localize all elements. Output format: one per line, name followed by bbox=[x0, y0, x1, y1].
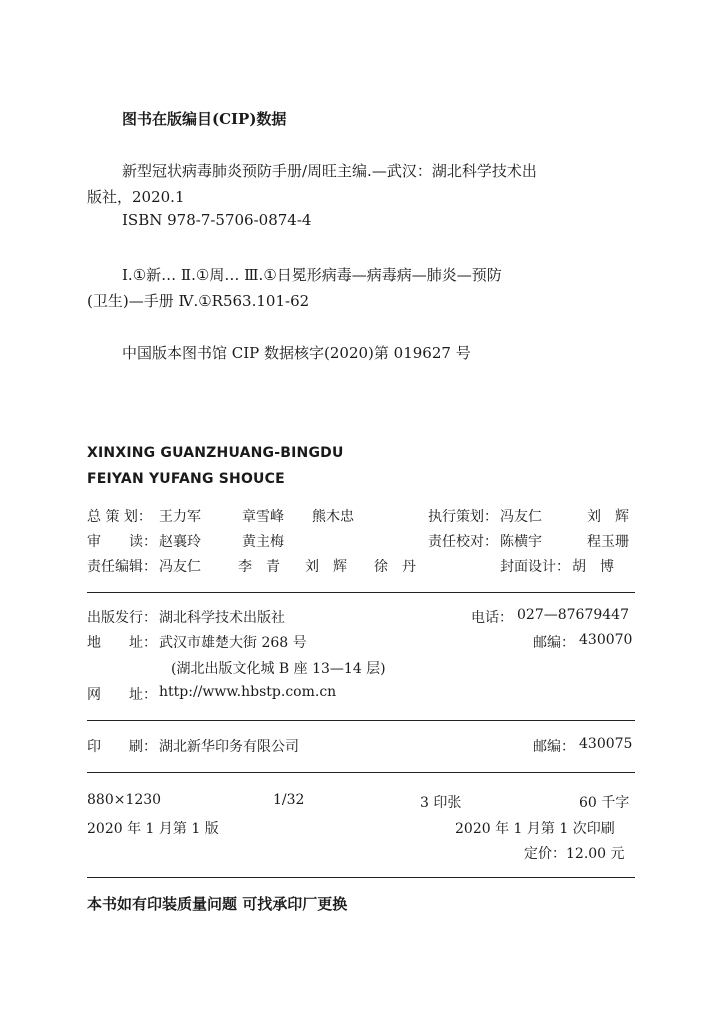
printer-row bbox=[87, 736, 635, 756]
edition-row bbox=[87, 818, 635, 838]
cip-line-2: 版社，2020.1 bbox=[87, 188, 185, 206]
printed-sheets: 3 印张 bbox=[420, 795, 462, 811]
cip-isbn: ISBN 978-7-5706-0874-4 bbox=[122, 211, 312, 229]
divider bbox=[87, 877, 635, 878]
price: 定价：12.00 元 bbox=[524, 846, 625, 862]
reviewer-name: 黄主梅 bbox=[242, 534, 284, 550]
pinyin-title-line-2: FEIYAN YUFANG SHOUCE bbox=[87, 471, 285, 487]
credits-row-planners bbox=[87, 506, 635, 526]
exec-planner-label: 执行策划： bbox=[428, 509, 498, 525]
address-label: 地 址： bbox=[87, 635, 157, 651]
credits-row-editors bbox=[87, 556, 635, 576]
reviewer-label: 审 读： bbox=[87, 534, 157, 550]
address-row bbox=[87, 632, 635, 652]
printer-postcode: 430075 bbox=[579, 736, 633, 752]
publisher-row bbox=[87, 607, 635, 627]
specs-row bbox=[87, 792, 635, 812]
editor-name: 李 青 bbox=[238, 559, 280, 575]
editor-label: 责任编辑： bbox=[87, 559, 157, 575]
printer-label: 印 刷： bbox=[87, 739, 157, 755]
address-continued-row bbox=[87, 658, 635, 678]
proofreader-label: 责任校对： bbox=[428, 534, 498, 550]
phone-label: 电话： bbox=[471, 610, 513, 626]
edition: 2020 年 1 月第 1 版 bbox=[87, 821, 219, 837]
cip-heading: 图书在版编目(CIP)数据 bbox=[122, 110, 287, 128]
printer-postcode-label: 邮编： bbox=[533, 739, 575, 755]
cip-classification-line-2: (卫生)—手册 Ⅳ.①R563.101-62 bbox=[87, 292, 310, 310]
editor-name: 刘 辉 bbox=[305, 559, 347, 575]
exec-planner-name: 刘 辉 bbox=[587, 509, 629, 525]
proofreader-name: 程玉珊 bbox=[587, 534, 629, 550]
editor-name: 冯友仁 bbox=[159, 559, 201, 575]
publisher-label: 出版发行： bbox=[87, 610, 157, 626]
divider bbox=[87, 592, 635, 593]
reviewer-name: 赵襄玲 bbox=[159, 534, 201, 550]
cip-line-1: 新型冠状病毒肺炎预防手册/周旺主编.—武汉：湖北科学技术出 bbox=[122, 162, 537, 180]
phone-number: 027—87679447 bbox=[517, 607, 629, 623]
editor-name: 徐 丹 bbox=[374, 559, 416, 575]
printing: 2020 年 1 月第 1 次印刷 bbox=[455, 821, 615, 837]
printer-name: 湖北新华印务有限公司 bbox=[159, 739, 299, 755]
divider bbox=[87, 772, 635, 773]
postcode-label: 邮编： bbox=[533, 635, 575, 651]
exec-planner-name: 冯友仁 bbox=[500, 509, 542, 525]
website-label: 网 址： bbox=[87, 687, 157, 703]
publisher-name: 湖北科学技术出版社 bbox=[159, 610, 285, 626]
divider bbox=[87, 720, 635, 721]
word-count: 60 千字 bbox=[579, 795, 630, 811]
fold: 1/32 bbox=[273, 792, 305, 808]
planners-label: 总 策 划： bbox=[87, 509, 152, 525]
price-row bbox=[87, 843, 635, 863]
quality-notice: 本书如有印装质量问题 可找承印厂更换 bbox=[87, 895, 348, 913]
cover-designer-label: 封面设计： bbox=[500, 559, 570, 575]
credits-row-reviewers bbox=[87, 531, 635, 551]
planner-name: 王力军 bbox=[159, 509, 201, 525]
cover-designer-name: 胡 博 bbox=[572, 559, 614, 575]
cip-record-number: 中国版本图书馆 CIP 数据核字(2020)第 019627 号 bbox=[122, 344, 471, 362]
address-detail: (湖北出版文化城 B 座 13—14 层) bbox=[171, 661, 386, 677]
address: 武汉市雄楚大街 268 号 bbox=[159, 635, 307, 651]
planner-name: 熊木忠 bbox=[312, 509, 354, 525]
website-url: http://www.hbstp.com.cn bbox=[159, 684, 337, 700]
pinyin-title-line-1: XINXING GUANZHUANG-BINGDU bbox=[87, 445, 344, 461]
postcode: 430070 bbox=[579, 632, 633, 648]
paper-format: 880×1230 bbox=[87, 792, 162, 808]
proofreader-name: 陈横宇 bbox=[500, 534, 542, 550]
planner-name: 章雪峰 bbox=[242, 509, 284, 525]
website-row bbox=[87, 684, 635, 704]
cip-classification-line-1: Ⅰ.①新… Ⅱ.①周… Ⅲ.①日冕形病毒—病毒病—肺炎—预防 bbox=[122, 266, 502, 284]
